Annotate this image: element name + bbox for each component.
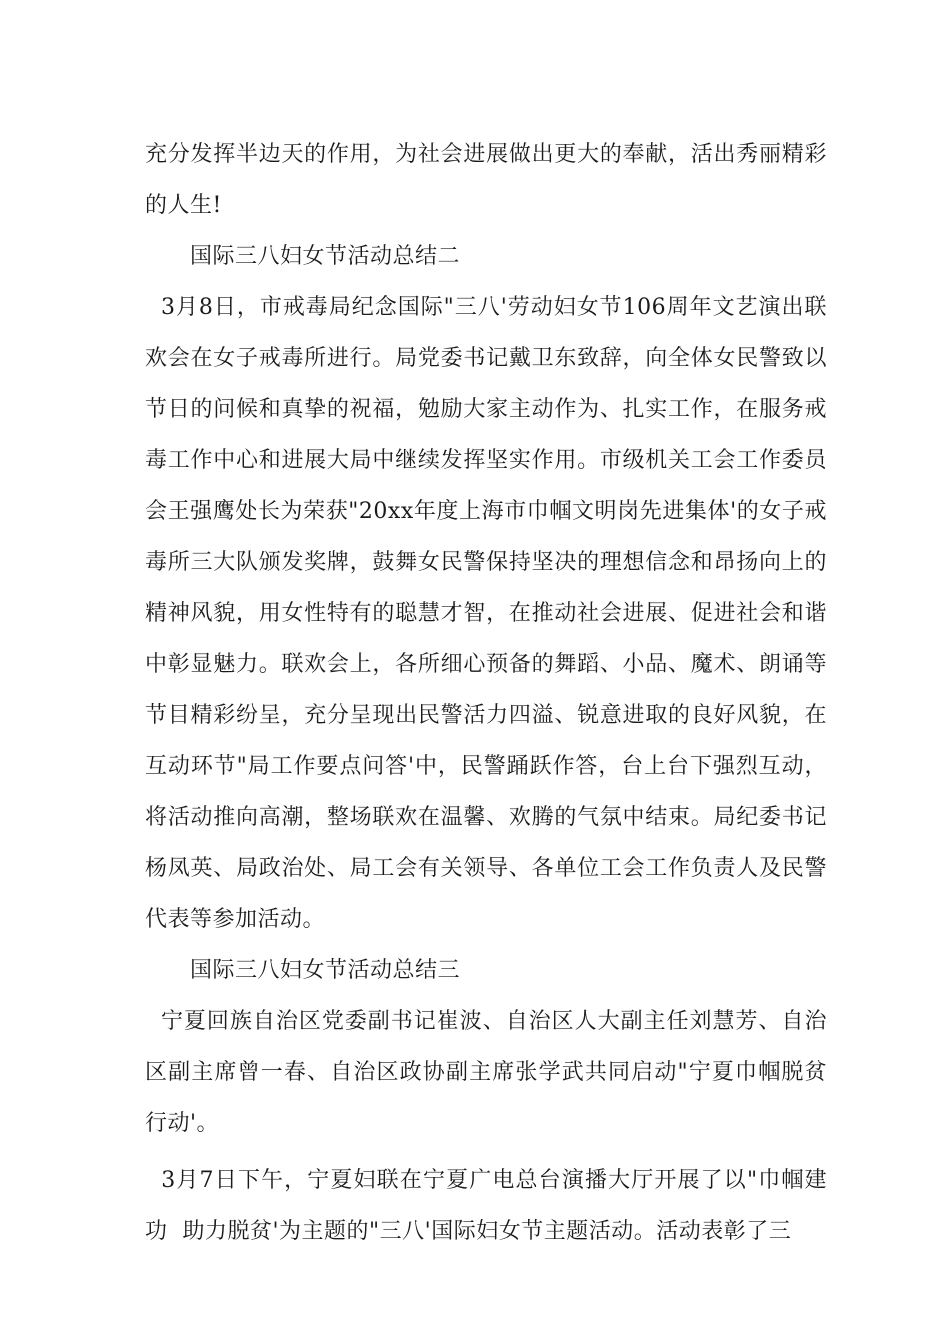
paragraph-closing: 充分发挥半边天的作用，为社会进展做出更大的奉献，活出秀丽精彩的人生!	[145, 142, 827, 218]
paragraph-summary-2: 3月8日，市戒毒局纪念国际"三八'劳动妇女节106周年文艺演出联欢会在女子戒毒所进行。局党委书记戴卫东致辞，向全体女民警致以节日的问候和真挚的祝福，勉励大家主动作为、扎实工作，在服务戒毒工作中心和进展大局中继续发挥坚实作用。市级机关工会工作委员会王强鹰处长为荣获"20xx年度上海市巾帼文明岗先进集体'的女子戒毒所三大队颁发奖牌，鼓舞女民警保持坚决的理想信念和昂扬向上的精神风貌，用女性特有的聪慧才智，在推动社会进展、促进社会和谐中彰显魅力。联欢会上，各所细心预备的舞蹈、小品、魔术、朗诵等节目精彩纷呈，充分呈现出民警活力四溢、锐意进取的良好风貌，在互动环节"局工作要点问答'中，民警踊跃作答，台上台下强烈互动，将活动推向高潮，整场联欢在温馨、欢腾的气氛中结束。局纪委书记杨凤英、局政治处、局工会有关领导、各单位工会工作负责人及民警代表等参加活动。	[145, 295, 827, 932]
paragraph-launch: 宁夏回族自治区党委副书记崔波、自治区人大副主任刘慧芳、自治区副主席曾一春、自治区政协副主席张学武共同启动"宁夏巾帼脱贫行动'。	[145, 1009, 827, 1136]
section-heading-3: 国际三八妇女节活动总结三	[190, 958, 461, 983]
document-body	[145, 129, 827, 1257]
paragraph-event: 3月7日下午，宁夏妇联在宁夏广电总台演播大厅开展了以"巾帼建功 助力脱贫'为主题的"三八'国际妇女节主题活动。活动表彰了三	[145, 1168, 827, 1244]
section-heading-2: 国际三八妇女节活动总结二	[190, 244, 461, 269]
